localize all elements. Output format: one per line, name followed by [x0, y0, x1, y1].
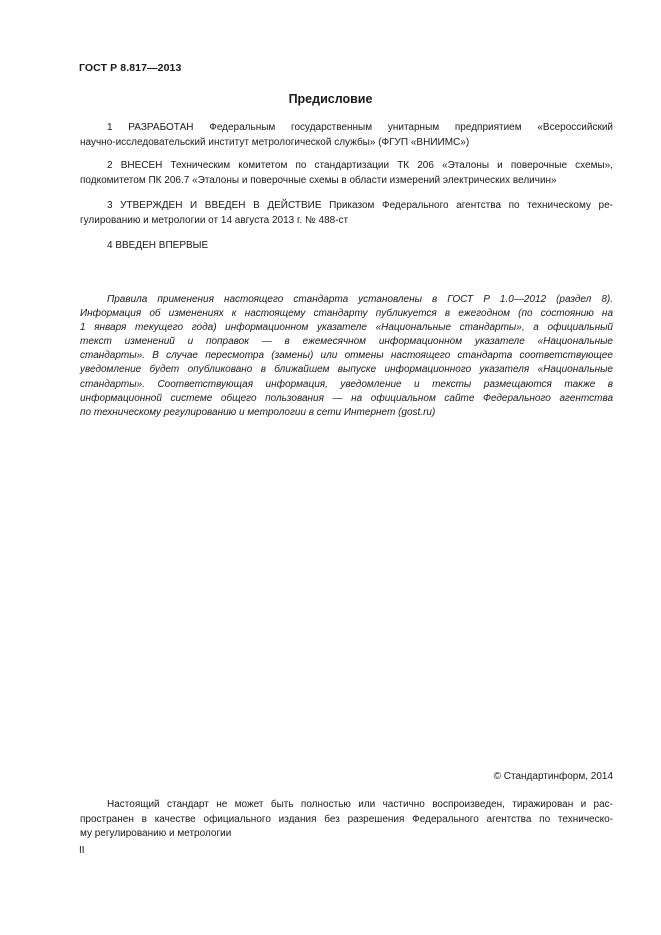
- page-number: II: [79, 845, 85, 856]
- foreword-item-developed: [80, 121, 613, 150]
- notice-line: Информация об изменениях к настоящему стандарту публикуется в ежегодном (по состоянию на: [80, 308, 613, 320]
- notice-line: информационной системе общего пользования — на официальном сайте Федерального агентства: [80, 392, 613, 404]
- notice-line: по техническому регулированию и метрологии в сети Интернет (gost.ru): [80, 406, 436, 418]
- notice-line: стандарты». В случае пересмотра (замены) или отмены настоящего стандарта соответствующее: [80, 350, 613, 362]
- restriction-line: Настоящий стандарт не может быть полностью или частично воспроизведен, тиражирован и рас-: [107, 799, 613, 810]
- notice-line: текст изменений и поправок — в ежемесячном информационном указателе «Национальные: [80, 336, 613, 348]
- notice-line: стандарты». Соответствующая информация, уведомление и тексты размещаются также в: [80, 378, 613, 390]
- foreword-item-first-introduced: [80, 239, 613, 254]
- reproduction-restriction: [80, 798, 613, 842]
- paragraph-line: научно-исследовательский институт метрологической службы» (ФГУП «ВНИИМС»): [80, 136, 470, 148]
- paragraph-line: подкомитетом ПК 206.7 «Эталоны и поверочные схемы в области измерений электрических величин»: [80, 174, 557, 186]
- restriction-line: му регулированию и метрологии: [80, 828, 232, 839]
- paragraph-line: 4 ВВЕДЕН ВПЕРВЫЕ: [107, 240, 209, 251]
- copyright-notice: © Стандартинформ, 2014: [493, 771, 613, 782]
- section-title-foreword: Предисловие: [288, 92, 373, 106]
- paragraph-line: 1 РАЗРАБОТАН Федеральным государственным унитарным предприятием «Всероссийский: [107, 122, 613, 133]
- paragraph-line: 2 ВНЕСЕН Техническим комитетом по стандартизации ТК 206 «Эталоны и поверочные схемы»,: [107, 160, 613, 171]
- notice-line: 1 января текущего года) информационном указателе «Национальные стандарты», а официальный: [80, 322, 613, 334]
- foreword-item-approved: [80, 199, 613, 228]
- foreword-item-introduced: [80, 159, 613, 188]
- notice-line: Правила применения настоящего стандарта установлены в ГОСТ Р 1.0—2012 (раздел 8).: [107, 294, 613, 305]
- application-rules-notice: [80, 293, 613, 420]
- notice-line: уведомление будет опубликовано в ближайшем выпуске информационного указателя «Национальные: [80, 364, 613, 376]
- paragraph-line: 3 УТВЕРЖДЕН И ВВЕДЕН В ДЕЙСТВИЕ Приказом Федерального агентства по техническому ре-: [107, 200, 613, 211]
- restriction-line: пространен в качестве официального издания без разрешения Федерального агентства по техническо-: [80, 813, 613, 825]
- document-code: ГОСТ Р 8.817—2013: [79, 62, 182, 74]
- paragraph-line: гулированию и метрологии от 14 августа 2013 г. № 488-ст: [80, 214, 349, 226]
